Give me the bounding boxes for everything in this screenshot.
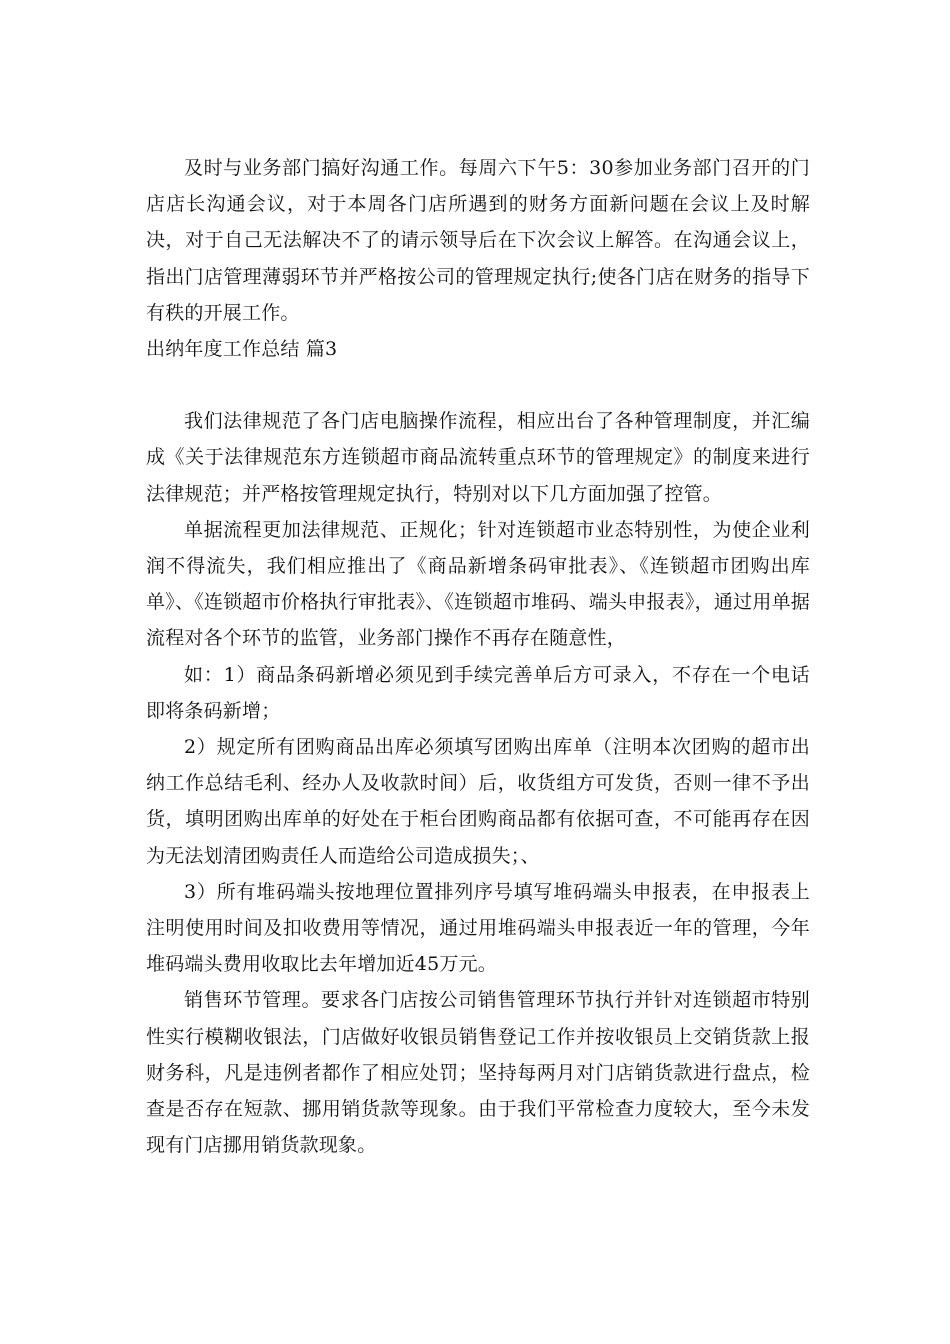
paragraph-documents-flow: 单据流程更加法律规范、正规化；针对连锁超市业态特别性，为使企业利润不得流失，我们相应推出了《商品新增条码审批表》、《连锁超市团购出库单》、《连锁超市价格执行审批表》、《连锁超市堆码、端头申报表》，通过用单据流程对各个环节的监管，业务部门操作不再存在随意性， bbox=[146, 518, 810, 650]
paragraph-regulation: 我们法律规范了各门店电脑操作流程，相应出台了各种管理制度，并汇编成《关于法律规范东方连锁超市商品流转重点环节的管理规定》的制度来进行法律规范；并严格按管理规定执行，特别对以下几方面加强了控管。 bbox=[146, 410, 810, 505]
paragraph-item-3: 3）所有堆码端头按地理位置排列序号填写堆码端头申报表，在申报表上注明使用时间及扣收费用等情况，通过用堆码端头申报表近一年的管理，今年堆码端头费用收取比去年增加近45万元。 bbox=[146, 880, 810, 976]
document-body bbox=[146, 150, 810, 1163]
section-heading: 出纳年度工作总结 篇3 bbox=[146, 338, 338, 361]
paragraph-sales: 销售环节管理。要求各门店按公司销售管理环节执行并针对连锁超市特别性实行模糊收银法，门店做好收银员销售登记工作并按收银员上交销货款上报财务科，凡是违例者都作了相应处罚；坚持每两月对门店销货款进行盘点，检查是否存在短款、挪用销货款等现象。由于我们平常检查力度较大，至今未发现有门店挪用销货款现象。 bbox=[146, 989, 810, 1157]
paragraph-item-1: 如：1）商品条码新增必须见到手续完善单后方可录入，不存在一个电话即将条码新增； bbox=[146, 663, 810, 722]
paragraph-item-2: 2）规定所有团购商品出库必须填写团购出库单（注明本次团购的超市出纳工作总结毛利、经办人及收款时间）后，收货组方可发货，否则一律不予出货，填明团购出库单的好处在于柜台团购商品都有依据可查，不可能再存在因为无法划清团购责任人而造给公司造成损失；、 bbox=[146, 736, 810, 867]
paragraph-communication: 及时与业务部门搞好沟通工作。每周六下午5：30参加业务部门召开的门店店长沟通会议，对于本周各门店所遇到的财务方面新问题在会议上及时解决，对于自己无法解决不了的请示领导后在下次会议上解答。在沟通会议上，指出门店管理薄弱环节并严格按公司的管理规定执行;使各门店在财务的指导下有秩的开展工作。 bbox=[146, 157, 810, 324]
blank-line bbox=[146, 367, 810, 403]
